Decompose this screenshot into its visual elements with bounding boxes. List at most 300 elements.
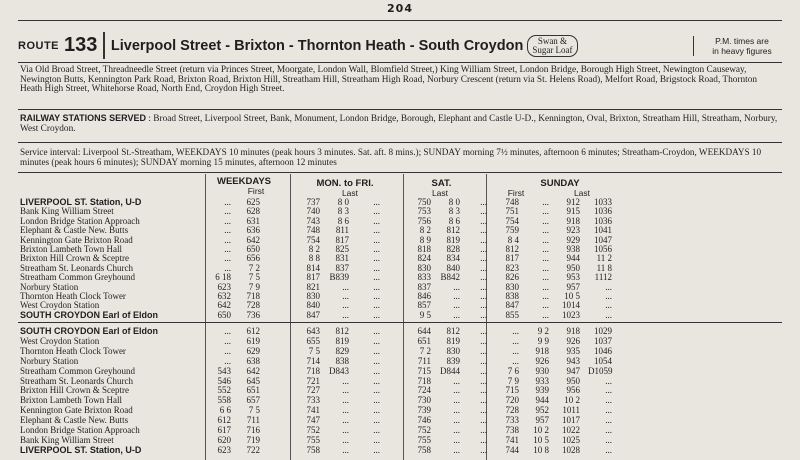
time-cell: ...	[480, 262, 487, 273]
time-cell: 651	[417, 335, 431, 346]
time-cell: 918	[566, 326, 580, 336]
time-cell: ...	[605, 444, 612, 455]
time-cell: ...	[224, 197, 231, 207]
time-cell: 8 4	[507, 234, 519, 245]
time-cell: 817	[306, 272, 320, 283]
time-cell: ...	[480, 375, 487, 386]
time-cell: 754	[505, 215, 519, 226]
time-cell: ...	[605, 281, 612, 292]
time-cell: 642	[246, 234, 260, 245]
col-weekdays: WEEKDAYS	[216, 176, 272, 187]
time-cell: 831	[335, 253, 349, 264]
time-cell: ...	[453, 415, 460, 426]
via-rule	[18, 109, 782, 110]
time-cell: 8 3	[448, 206, 460, 217]
time-cell: 817	[505, 253, 519, 264]
time-cell: 953	[566, 272, 580, 283]
time-cell: 612	[246, 326, 260, 336]
time-cell: 741	[505, 434, 519, 445]
route-via-text: Via Old Broad Street, Threadneedle Street (return via Princes Street, Moorgate, London Wall, Blomfield Street,) King William Street, London Bridge, Borough High Street, Newington Causeway, Newington Butts, Kennington Park Road, Brixton Road, Brixton Hill, Streatham Hill, Streatham High Road, Norbury Crescent (return via St. Helens Road), Melfort Road, Brigstock Road, Thornton Heath High Street, Whitehorse Road, North End, Croydon High Street.	[20, 65, 758, 95]
time-cell: ...	[342, 375, 349, 386]
time-cell: ...	[342, 291, 349, 301]
railway-stations	[20, 113, 780, 134]
time-cell: 739	[417, 405, 431, 416]
time-cell: ...	[373, 425, 380, 435]
time-cell: 1022	[562, 425, 580, 435]
time-cell: 10 8	[533, 444, 549, 455]
time-cell: ...	[512, 345, 519, 356]
time-cell: 943	[566, 355, 580, 366]
time-cell: 724	[417, 385, 431, 396]
time-cell: ...	[605, 309, 612, 320]
time-cell: 631	[246, 215, 260, 226]
time-cell: 716	[246, 425, 260, 435]
time-cell: 719	[246, 434, 260, 445]
time-cell: ...	[605, 385, 612, 396]
time-cell: ...	[542, 253, 549, 264]
time-cell: 748	[505, 197, 519, 207]
time-cell: 915	[566, 206, 580, 217]
time-cell: 956	[566, 385, 580, 396]
time-cell: ...	[373, 253, 380, 264]
time-cell: 950	[566, 262, 580, 273]
time-cell: ...	[605, 300, 612, 311]
time-cell: 722	[246, 444, 260, 455]
station-name: Elephant & Castle New. Butts	[20, 415, 129, 426]
time-cell: 752	[417, 425, 431, 435]
station-name: Brixton Lambeth Town Hall	[20, 395, 122, 406]
time-cell: 643	[306, 326, 320, 336]
time-cell: ...	[605, 375, 612, 386]
time-cell: 812	[446, 225, 460, 236]
pm-note-line-1: P.M. times are	[715, 35, 769, 46]
timetable-top-rule	[18, 172, 782, 173]
time-cell: ...	[373, 365, 380, 376]
time-cell: ...	[480, 253, 487, 264]
time-cell: 718	[306, 365, 320, 376]
pm-note	[693, 36, 782, 56]
time-cell: 1014	[562, 300, 580, 311]
col-monfri-last: Last	[341, 188, 359, 198]
header-divider	[103, 32, 105, 59]
time-cell: 711	[246, 415, 260, 426]
time-cell: 1025	[562, 434, 580, 445]
time-cell: 628	[246, 206, 260, 217]
time-cell: 812	[446, 326, 460, 336]
time-cell: 740	[306, 206, 320, 217]
time-cell: 651	[246, 385, 260, 396]
time-cell: 8 9	[419, 234, 431, 245]
railway-stations-text: : Broad Street, Liverpool Street, Bank, Monument, London Bridge, Borough, Elephant and Castle U-D., Kennington, Oval, Brixton, Streatham Hill, Streatham, Norbury, West Croydon.	[20, 114, 778, 134]
time-cell: ...	[605, 425, 612, 435]
time-cell: 558	[217, 395, 231, 406]
col-sat-last: Last	[431, 188, 449, 198]
time-cell: ...	[224, 215, 231, 226]
time-cell: 957	[566, 281, 580, 292]
time-cell: ...	[542, 234, 549, 245]
railway-stations-label: RAILWAY STATIONS SERVED	[20, 113, 147, 123]
col-monfri: MON. to FRI.	[316, 178, 374, 189]
time-cell: 926	[535, 355, 549, 366]
time-cell: 7 5	[248, 272, 260, 283]
time-cell: ...	[453, 405, 460, 416]
time-cell: ...	[480, 309, 487, 320]
time-cell: 830	[505, 281, 519, 292]
time-cell: ...	[453, 300, 460, 311]
time-cell: ...	[480, 225, 487, 236]
time-cell: 650	[217, 309, 231, 320]
time-cell: ...	[480, 234, 487, 245]
time-cell: 738	[505, 425, 519, 435]
time-cell: 718	[246, 291, 260, 301]
time-cell: 756	[417, 215, 431, 226]
time-cell: ...	[542, 262, 549, 273]
time-cell: 933	[535, 375, 549, 386]
time-cell: 938	[566, 244, 580, 254]
time-cell: 746	[417, 415, 431, 426]
time-cell: 1029	[594, 326, 612, 336]
time-cell: 8 0	[337, 197, 349, 207]
time-cell: 6 18	[215, 272, 231, 283]
time-cell: 837	[335, 262, 349, 273]
time-cell: 826	[505, 272, 519, 283]
time-cell: 812	[335, 326, 349, 336]
time-cell: ...	[373, 291, 380, 301]
time-cell: 1017	[562, 415, 580, 426]
time-cell: 753	[417, 206, 431, 217]
time-cell: 755	[306, 434, 320, 445]
time-cell: 711	[417, 355, 431, 366]
station-name: Brixton Lambeth Town Hall	[20, 244, 122, 254]
time-cell: 617	[217, 425, 231, 435]
time-cell: 1054	[594, 355, 612, 366]
time-cell: ...	[342, 395, 349, 406]
time-cell: ...	[542, 225, 549, 236]
time-cell: 752	[306, 425, 320, 435]
time-cell: ...	[453, 281, 460, 292]
station-name: London Bridge Station Approach	[20, 215, 140, 226]
time-cell: 839	[446, 355, 460, 366]
time-cell: B839	[329, 272, 349, 283]
time-cell: ...	[512, 355, 519, 366]
time-cell: ...	[453, 385, 460, 396]
time-cell: 650	[246, 244, 260, 254]
station-name: Kennington Gate Brixton Road	[20, 234, 133, 245]
time-cell: 758	[417, 444, 431, 455]
time-cell: 714	[306, 355, 320, 366]
time-cell: ...	[480, 365, 487, 376]
time-cell: ...	[373, 309, 380, 320]
station-name: West Croydon Station	[20, 335, 100, 346]
time-cell: ...	[542, 300, 549, 311]
time-cell: 1028	[562, 444, 580, 455]
col-sunday-last: Last	[573, 188, 591, 198]
station-name: West Croydon Station	[20, 300, 100, 311]
time-cell: ...	[480, 355, 487, 366]
time-cell: 930	[535, 365, 549, 376]
time-cell: ...	[542, 206, 549, 217]
time-cell: 825	[335, 244, 349, 254]
time-cell: 733	[306, 395, 320, 406]
time-cell: 1056	[594, 244, 612, 254]
col-divider	[205, 174, 206, 460]
time-cell: 824	[417, 253, 431, 264]
time-cell: ...	[224, 225, 231, 236]
time-cell: 619	[246, 335, 260, 346]
time-cell: ...	[480, 385, 487, 396]
time-cell: ...	[480, 345, 487, 356]
page-number: 204	[387, 2, 413, 15]
time-cell: 8 8	[308, 253, 320, 264]
direction-divider	[18, 322, 782, 323]
time-cell: 645	[246, 375, 260, 386]
time-cell: 814	[306, 262, 320, 273]
time-cell: 821	[306, 281, 320, 292]
time-cell: 754	[306, 234, 320, 245]
time-cell: 737	[306, 197, 320, 207]
time-cell: ...	[373, 206, 380, 217]
time-cell: ...	[373, 444, 380, 455]
time-cell: 1037	[594, 335, 612, 346]
time-cell: 811	[335, 225, 349, 236]
time-cell: 727	[306, 385, 320, 396]
time-cell: ...	[480, 272, 487, 283]
route-number: 133	[64, 34, 98, 56]
time-cell: 750	[417, 197, 431, 207]
station-name: Thornton Heath Clock Tower	[20, 345, 126, 356]
time-cell: 720	[505, 395, 519, 406]
terminus-note	[527, 35, 577, 57]
time-cell: ...	[605, 434, 612, 445]
time-cell: ...	[224, 206, 231, 217]
time-cell: 1047	[594, 234, 612, 245]
time-cell: 718	[417, 375, 431, 386]
station-name: London Bridge Station Approach	[20, 425, 140, 435]
time-cell: 748	[306, 225, 320, 236]
time-cell: 11 8	[596, 262, 612, 273]
railway-rule	[18, 142, 782, 143]
time-cell: 818	[417, 244, 431, 254]
time-cell: 623	[217, 281, 231, 292]
time-cell: 625	[246, 197, 260, 207]
time-cell: 830	[306, 291, 320, 301]
time-cell: ...	[373, 405, 380, 416]
time-cell: 715	[417, 365, 431, 376]
time-cell: ...	[373, 335, 380, 346]
time-cell: ...	[542, 197, 549, 207]
time-cell: 929	[566, 234, 580, 245]
time-cell: 912	[566, 197, 580, 207]
time-cell: ...	[224, 262, 231, 273]
header-rule	[18, 62, 782, 63]
time-cell: 1046	[594, 345, 612, 356]
time-cell: ...	[453, 444, 460, 455]
time-cell: 9 2	[537, 326, 549, 336]
time-cell: 834	[446, 253, 460, 264]
time-cell: ...	[224, 326, 231, 336]
time-cell: ...	[373, 355, 380, 366]
time-cell: 939	[535, 385, 549, 396]
time-cell: 947	[566, 365, 580, 376]
time-cell: ...	[373, 262, 380, 273]
time-cell: ...	[373, 234, 380, 245]
time-cell: 923	[566, 225, 580, 236]
time-cell: 728	[505, 405, 519, 416]
time-cell: 728	[246, 300, 260, 311]
time-cell: 847	[306, 309, 320, 320]
time-cell: 819	[446, 234, 460, 245]
time-cell: 657	[246, 395, 260, 406]
time-cell: 944	[535, 395, 549, 406]
time-cell: ...	[342, 434, 349, 445]
time-cell: ...	[224, 234, 231, 245]
service-interval: Service interval: Liverpool St.-Streatham, WEEKDAYS 10 minutes (peak hours 3 minutes. Sat. aft. 8 mins.); SUNDAY morning 7½ minutes, afternoon 6 minutes; Streatham-Croydon, WEEKDAYS 10 minutes (peak hours 6 minutes); SUNDAY morning 15 minutes, afternoon 12 minutes	[20, 147, 762, 167]
time-cell: 1036	[594, 206, 612, 217]
time-cell: 944	[566, 253, 580, 264]
time-cell: ...	[342, 425, 349, 435]
time-cell: 7 5	[248, 405, 260, 416]
time-cell: ...	[480, 215, 487, 226]
time-cell: 812	[505, 244, 519, 254]
time-cell: ...	[224, 345, 231, 356]
station-name: Streatham Common Greyhound	[20, 365, 135, 376]
time-cell: 840	[446, 262, 460, 273]
time-cell: 1036	[594, 215, 612, 226]
time-cell: ...	[605, 415, 612, 426]
time-cell: 950	[566, 375, 580, 386]
time-cell: 830	[446, 345, 460, 356]
station-name: Streatham St. Leonards Church	[20, 375, 133, 386]
time-cell: ...	[373, 272, 380, 283]
time-cell: 1112	[594, 272, 612, 283]
time-cell: 10 5	[533, 434, 549, 445]
time-cell: 1011	[562, 405, 580, 416]
time-cell: ...	[542, 309, 549, 320]
time-cell: 9 9	[537, 335, 549, 346]
col-sat: SAT.	[431, 178, 452, 189]
time-cell: ...	[480, 206, 487, 217]
station-name: Elephant & Castle New. Butts	[20, 225, 129, 236]
time-cell: ...	[373, 215, 380, 226]
station-name: Bank King William Street	[20, 434, 114, 445]
time-cell: ...	[342, 385, 349, 396]
time-cell: 552	[217, 385, 231, 396]
station-name: Bank King William Street	[20, 206, 114, 217]
time-cell: ...	[453, 375, 460, 386]
time-cell: ...	[480, 300, 487, 311]
time-cell: 7 9	[248, 281, 260, 292]
time-cell: ...	[480, 415, 487, 426]
time-cell: ...	[373, 395, 380, 406]
time-cell: ...	[605, 395, 612, 406]
time-cell: 838	[505, 291, 519, 301]
time-cell: 612	[217, 415, 231, 426]
time-cell: 1033	[594, 197, 612, 207]
terminus-note-line-1: Swan &	[537, 35, 568, 46]
time-cell: D843	[329, 365, 349, 376]
time-cell: ...	[480, 405, 487, 416]
station-name: Norbury Station	[20, 281, 79, 292]
time-cell: ...	[453, 395, 460, 406]
time-cell: ...	[373, 345, 380, 356]
time-cell: ...	[542, 244, 549, 254]
time-cell: 819	[335, 335, 349, 346]
time-cell: 741	[306, 405, 320, 416]
time-cell: 620	[217, 434, 231, 445]
time-cell: 10 5	[564, 291, 580, 301]
terminus-note-line-2: Sugar Loaf	[532, 44, 573, 55]
time-cell: ...	[542, 281, 549, 292]
time-cell: 819	[446, 335, 460, 346]
route-title: Liverpool Street - Brixton - Thornton Heath - South Croydon	[110, 37, 524, 54]
time-cell: 656	[246, 253, 260, 264]
station-name: Brixton Hill Crown & Sceptre	[20, 385, 129, 396]
time-cell: 6 6	[219, 405, 231, 416]
time-cell: ...	[480, 425, 487, 435]
time-cell: ...	[480, 444, 487, 455]
time-cell: 7 5	[308, 345, 320, 356]
time-cell: 829	[335, 345, 349, 356]
time-cell: ...	[480, 335, 487, 346]
time-cell: 838	[335, 355, 349, 366]
time-cell: 8 3	[337, 206, 349, 217]
time-cell: 736	[246, 309, 260, 320]
col-divider	[290, 174, 291, 460]
time-cell: B842	[440, 272, 460, 283]
time-cell: 1041	[594, 225, 612, 236]
time-cell: 636	[246, 225, 260, 236]
time-cell: 642	[246, 365, 260, 376]
time-cell: ...	[342, 444, 349, 455]
time-cell: 546	[217, 375, 231, 386]
time-cell: 833	[417, 272, 431, 283]
col-sunday: SUNDAY	[540, 178, 580, 189]
route-label: ROUTE	[18, 39, 59, 52]
time-cell: 755	[417, 434, 431, 445]
time-cell: 926	[566, 335, 580, 346]
time-cell: 8 2	[308, 244, 320, 254]
time-cell: 623	[217, 444, 231, 455]
time-cell: ...	[453, 309, 460, 320]
time-cell: 744	[505, 444, 519, 455]
station-name: SOUTH CROYDON Earl of Eldon	[20, 326, 159, 336]
time-cell: 721	[306, 375, 320, 386]
time-cell: ...	[373, 326, 380, 336]
time-cell: 830	[417, 262, 431, 273]
time-cell: 918	[566, 215, 580, 226]
time-cell: 758	[306, 444, 320, 455]
station-name: Kennington Gate Brixton Road	[20, 405, 133, 416]
time-cell: ...	[480, 395, 487, 406]
time-cell: 8 0	[448, 197, 460, 207]
time-cell: 11 2	[596, 253, 612, 264]
col-weekdays-first: First	[247, 186, 265, 196]
station-name: Brixton Hill Crown & Sceptre	[20, 253, 129, 264]
time-cell: 10 2	[564, 395, 580, 406]
time-cell: ...	[453, 291, 460, 301]
station-name: Streatham St. Leonards Church	[20, 262, 133, 273]
time-cell: ...	[373, 385, 380, 396]
station-name: LIVERPOOL ST. Station, U-D	[20, 444, 142, 455]
time-cell: 952	[535, 405, 549, 416]
time-cell: ...	[224, 335, 231, 346]
time-cell: 7 6	[507, 365, 519, 376]
time-cell: ...	[480, 434, 487, 445]
time-cell: ...	[373, 244, 380, 254]
station-name: Streatham Common Greyhound	[20, 272, 135, 283]
time-cell: ...	[512, 335, 519, 346]
time-cell: 632	[217, 291, 231, 301]
